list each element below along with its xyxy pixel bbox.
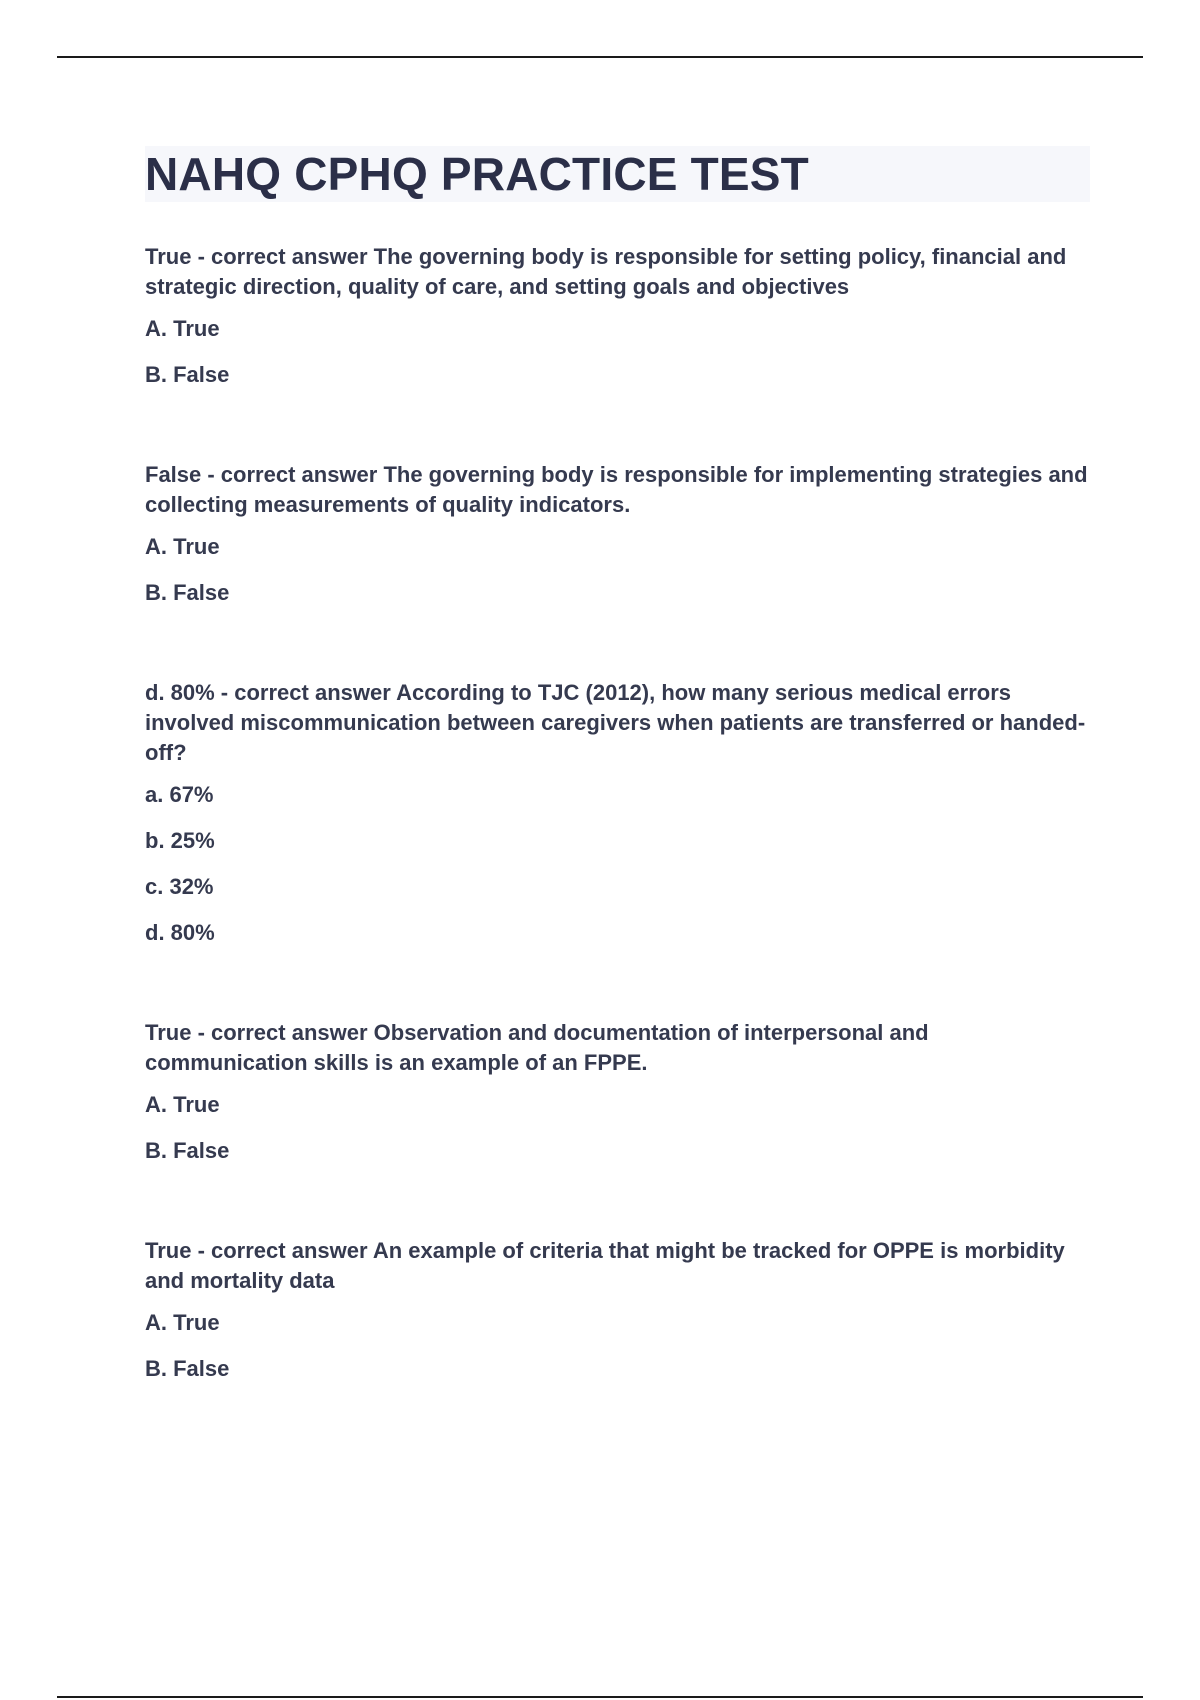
answer-option: B. False <box>145 1138 230 1163</box>
answer-option: B. False <box>145 580 230 605</box>
answer-option: b. 25% <box>145 828 215 853</box>
page-title: NAHQ CPHQ PRACTICE TEST <box>145 148 809 200</box>
answer-option: A. True <box>145 1092 220 1117</box>
document-body <box>145 146 1090 1454</box>
answer-option: A. True <box>145 534 220 559</box>
answer-option: A. True <box>145 1310 220 1335</box>
question-text: False - correct answer The governing body is responsible for implementing strategies and collecting measurements of quality indicators. <box>145 462 1088 517</box>
question-text: d. 80% - correct answer According to TJC (2012), how many serious medical errors involved miscommunication between caregivers when patients are transferred or handed-off? <box>145 680 1086 765</box>
title-bar <box>145 146 1090 202</box>
answer-option: a. 67% <box>145 782 214 807</box>
answer-option: B. False <box>145 362 230 387</box>
question-block <box>145 242 1090 390</box>
page-bottom-rule <box>57 1696 1143 1698</box>
answer-option: A. True <box>145 316 220 341</box>
page-top-rule <box>57 56 1143 58</box>
question-text: True - correct answer An example of criteria that might be tracked for OPPE is morbidity and mortality data <box>145 1238 1065 1293</box>
answer-option: B. False <box>145 1356 230 1381</box>
answer-option: c. 32% <box>145 874 214 899</box>
question-block <box>145 1236 1090 1384</box>
question-block <box>145 1018 1090 1166</box>
question-text: True - correct answer Observation and documentation of interpersonal and communication skills is an example of an FPPE. <box>145 1020 929 1075</box>
question-block <box>145 460 1090 608</box>
answer-option: d. 80% <box>145 920 215 945</box>
question-text: True - correct answer The governing body is responsible for setting policy, financial and strategic direction, quality of care, and setting goals and objectives <box>145 244 1067 299</box>
question-block <box>145 678 1090 948</box>
